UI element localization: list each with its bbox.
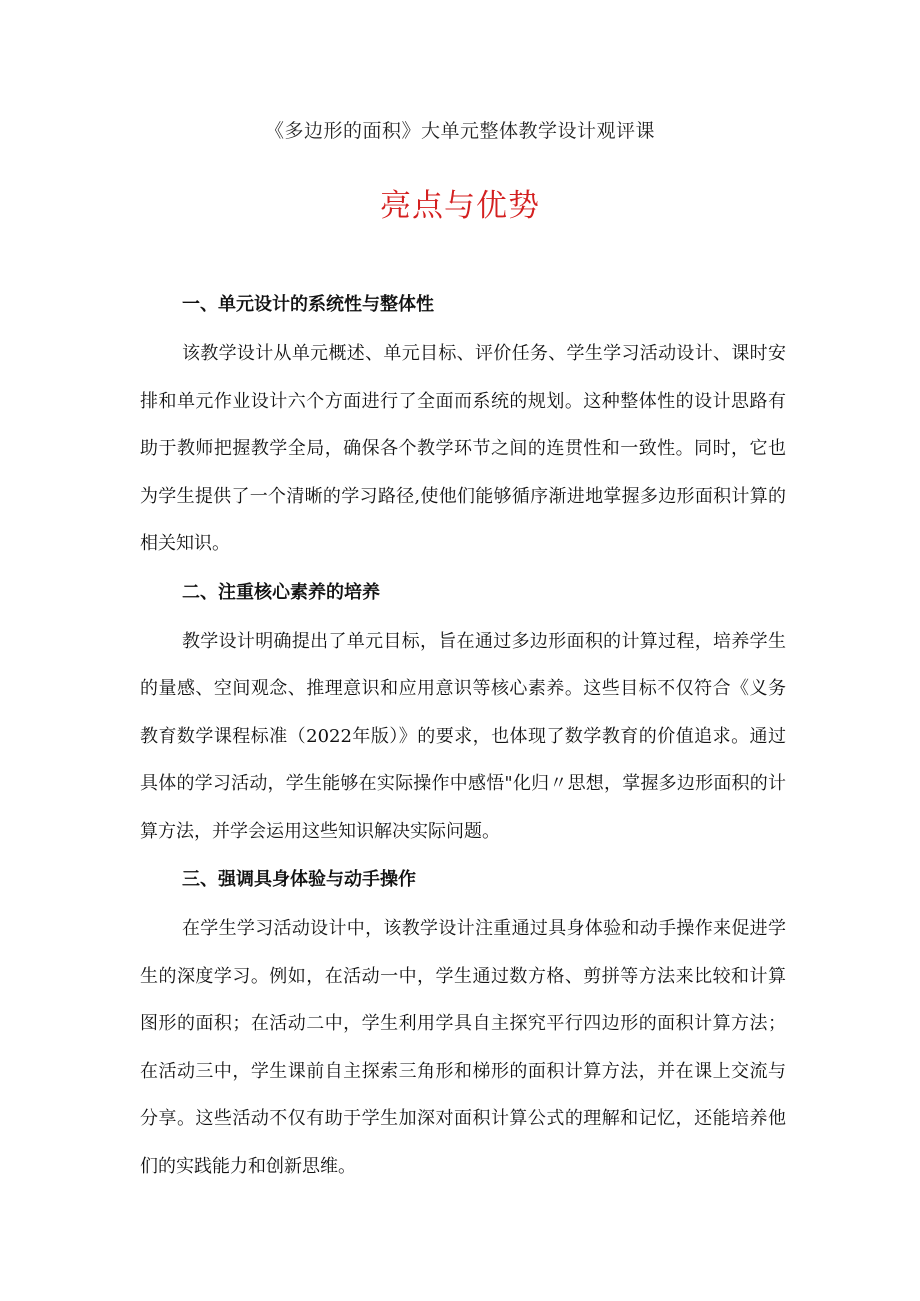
section-heading: 三、强调具身体验与动手操作 (182, 869, 416, 890)
section-heading: 一、单元设计的系统性与整体性 (182, 294, 434, 315)
section-paragraph: 教学设计明确提出了单元目标，旨在通过多边形面积的计算过程，培养学生的量感、空间观念、推理意识和应用意识等核心素养。这些目标不仅符合《义务教育数学课程标准（2022年版）》的要求，也体现了数学教育的价值追求。通过具体的学习活动，学生能够在实际操作中感悟"化归〃思想，掌握多边形面积的计算方法，并学会运用这些知识解决实际问题。 (140, 630, 786, 842)
section-paragraph: 在学生学习活动设计中，该教学设计注重通过具身体验和动手操作来促进学生的深度学习。例如，在活动一中，学生通过数方格、剪拼等方法来比较和计算图形的面积；在活动二中，学生利用学具自主探究平行四边形的面积计算方法；在活动三中，学生课前自主探索三角形和梯形的面积计算方法，并在课上交流与分享。这些活动不仅有助于学生加深对面积计算公式的理解和记忆，还能培养他们的实践能力和创新思维。 (140, 918, 786, 1177)
document-title: 《多边形的面积》大单元整体教学设计观评课 (264, 120, 655, 142)
section-2 (140, 574, 786, 856)
document-subtitle: 亮点与优势 (380, 188, 540, 224)
section-1 (140, 286, 786, 568)
document-content (140, 286, 786, 1196)
section-paragraph: 该教学设计从单元概述、单元目标、评价任务、学生学习活动设计、课时安排和单元作业设计六个方面进行了全面而系统的规划。这种整体性的设计思路有助于教师把握教学全局，确保各个教学环节之间的连贯性和一致性。同时，它也为学生提供了一个清晰的学习路径,使他们能够循序渐进地掌握多边形面积计算的相关知识。 (140, 343, 786, 554)
section-heading: 二、注重核心素养的培养 (182, 581, 380, 603)
section-3 (140, 861, 786, 1190)
